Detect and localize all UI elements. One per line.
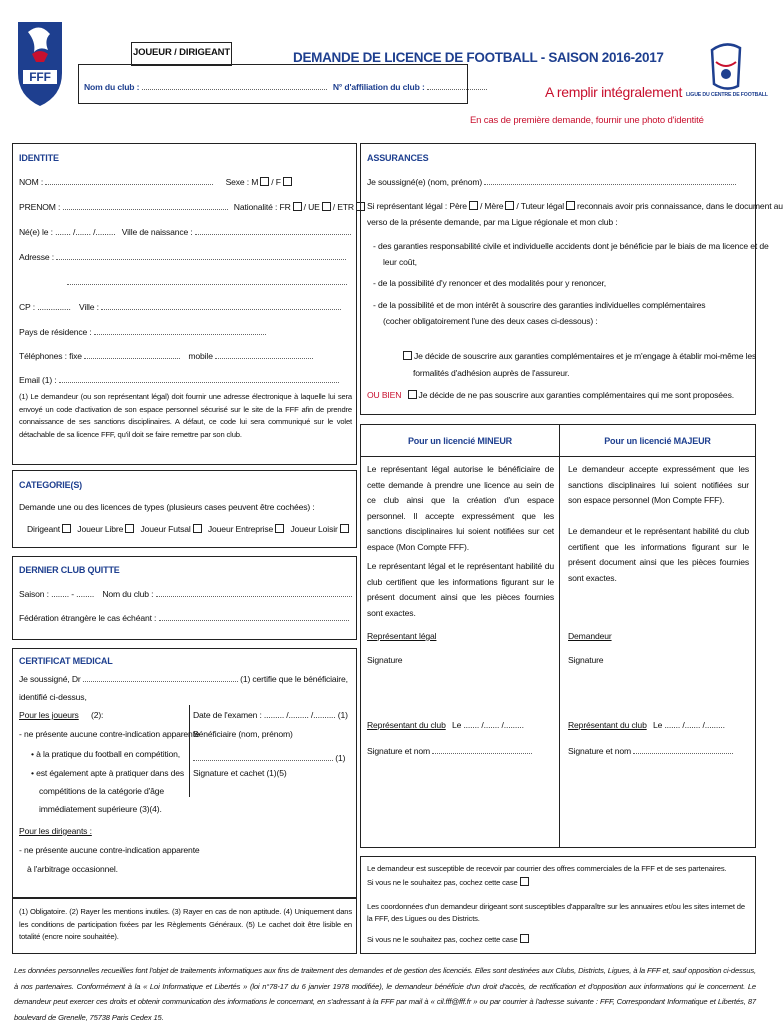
- last-club-section: [12, 556, 357, 640]
- guardian-checkbox[interactable]: [566, 201, 575, 210]
- no-contra-players: - ne présente aucune contre-indication apparente: [19, 729, 200, 739]
- applicant-label: Demandeur: [568, 631, 612, 641]
- lastname-field[interactable]: [45, 177, 213, 185]
- major-signature-label: Signature: [568, 655, 604, 665]
- address-field-2[interactable]: [67, 277, 347, 285]
- photo-note: En cas de première demande, fournir une photo d'identité: [470, 115, 704, 126]
- minor-signature-label: Signature: [367, 655, 403, 665]
- minor-title: Pour un licencié MINEUR: [407, 436, 513, 446]
- ligue-logo-text: LIGUE DU CENTRE DE FOOTBALL: [686, 92, 768, 98]
- or-label: OU BIEN: [367, 390, 402, 400]
- nat-ue-checkbox[interactable]: [322, 202, 331, 211]
- legal-rep-sign-label: Représentant légal: [367, 631, 437, 641]
- category-option-label: Dirigeant: [27, 524, 61, 534]
- sex-m-checkbox[interactable]: [260, 177, 269, 186]
- beneficiary-ref: (1): [335, 753, 346, 763]
- for-players-label: Pour les joueurs: [19, 710, 79, 720]
- directory-text: Les coordonnées d'un demandeur dirigeant sont susceptibles d'apparaître sur les annuaires et/ou les sites internet de la FFF, des Ligues ou des Districts.: [367, 902, 745, 923]
- exam-date-field[interactable]: Date de l'examen : ......... /......... /.......... (1): [193, 710, 348, 720]
- directory-optout-label: Si vous ne le souhaitez pas, cochez cette case: [367, 935, 518, 944]
- medical-footnote-box: [12, 898, 357, 954]
- sex-f-label: / F: [271, 177, 281, 187]
- father-checkbox[interactable]: [469, 201, 478, 210]
- phone-mobile-field[interactable]: [215, 351, 313, 359]
- minor-consent-text: Le représentant légal autorise le bénéficiaire de cette demande à prendre une licence au sein de ce club ainsi que la création d'un espace personnel. Il accepte expressément que les sanctions disciplinaires lui soient notifiées sur cet espace (Mon Compte FFF).: [367, 464, 554, 552]
- nationality-label: Nationalité : FR: [233, 202, 291, 212]
- affiliation-field[interactable]: [427, 82, 487, 90]
- insurance-signer-label: Je soussigné(e) (nom, prénom): [367, 177, 483, 187]
- last-club-name-field[interactable]: [156, 589, 352, 597]
- club-name-label: Nom du club :: [84, 82, 140, 92]
- email-note: (1) Le demandeur (ou son représentant légal) doit fournir une adresse électronique à laquelle lui sera envoyé un code d'activation de son espace personnel sécurisé sur le site de la FFF afin de prendre connaissance de ses sanctions disciplinaires. A défaut, ce code lui sera communiqué sur le volet détachable de sa licence FFF, qu'il doit se faire remettre par son club.: [19, 392, 352, 439]
- insurance-signer-field[interactable]: [484, 177, 736, 185]
- fff-logo-text: FFF: [29, 70, 51, 84]
- category-entreprise-checkbox[interactable]: [275, 524, 284, 533]
- doctor-label: Je soussigné, Dr: [19, 674, 81, 684]
- category-option-label: Joueur Entreprise: [207, 524, 274, 534]
- fill-completely-note: A remplir intégralement: [545, 84, 683, 100]
- club-name-field[interactable]: [142, 82, 327, 90]
- address-label: Adresse :: [19, 252, 54, 262]
- major-header-cell: [559, 424, 756, 457]
- firstname-label: PRENOM :: [19, 202, 61, 212]
- insurance-title: ASSURANCES: [367, 153, 429, 163]
- birthplace-field[interactable]: [195, 227, 351, 235]
- phone-label: Téléphones : fixe: [19, 351, 82, 361]
- acknowledge-text: reconnais avoir pris connaissance, dans le document au: [577, 201, 783, 211]
- subscribe-checkbox[interactable]: [403, 351, 412, 360]
- page-title: DEMANDE DE LICENCE DE FOOTBALL - SAISON 2016-2017: [293, 50, 664, 65]
- minor-certify-text: Le représentant légal et le représentant habilité du club certifient que les informations figurant sur le présent document ainsi que les pièces fournies sont exactes.: [367, 561, 554, 618]
- directory-optout-checkbox[interactable]: [520, 934, 529, 943]
- decline-option: Je décide de ne pas souscrire aux garanties complémentaires qui me sont proposées.: [418, 390, 734, 400]
- category-intro: Demande une ou des licences de types (plusieurs cases peuvent être cochées) :: [19, 502, 315, 512]
- category-libre-checkbox[interactable]: [125, 524, 134, 533]
- insurance-bullet: - des garanties responsabilité civile et individuelle accidents dont je bénéficie par le biais de ma licence et de: [373, 241, 769, 251]
- football-competition-text: • à la pratique du football en compétition,: [31, 749, 180, 759]
- major-certify-text: Le demandeur et le représentant habilité du club certifient que les informations figurant sur le présent document ainsi que les pièces fournies sont exactes.: [568, 526, 749, 583]
- affiliation-label: N° d'affiliation du club :: [332, 82, 425, 92]
- lastname-label: NOM :: [19, 177, 44, 187]
- offers-text: Le demandeur est susceptible de recevoir par courrier des offres commerciales de la FFF et de ses partenaires.: [367, 864, 727, 873]
- fff-logo: [14, 18, 66, 108]
- beneficiary-label: Bénéficiaire (nom, prénom): [193, 729, 293, 739]
- category-section: [12, 470, 357, 548]
- address-field[interactable]: [56, 252, 346, 260]
- country-label: Pays de résidence :: [19, 327, 92, 337]
- also-apt-text: • est également apte à pratiquer dans des: [31, 768, 185, 778]
- club-rep-date[interactable]: Le ....... /....... /.........: [451, 720, 524, 730]
- last-club-title: DERNIER CLUB QUITTE: [19, 565, 120, 575]
- signature-stamp-label: Signature et cachet (1)(5): [193, 768, 287, 778]
- club-rep-signature-field[interactable]: [633, 746, 733, 754]
- for-managers-label: Pour les dirigeants :: [19, 826, 92, 836]
- phone-fixed-field[interactable]: [84, 351, 180, 359]
- insurance-bullet: leur coût,: [383, 257, 417, 267]
- club-rep-date[interactable]: Le ....... /....... /.........: [652, 720, 725, 730]
- city-label: Ville :: [79, 302, 99, 312]
- sex-f-checkbox[interactable]: [283, 177, 292, 186]
- nat-fr-checkbox[interactable]: [293, 202, 302, 211]
- privacy-footer: Les données personnelles recueillies font l'objet de traitements informatiques aux fins de traitement des demandes et de gestion des licenciés. Elles sont destinées aux Clubs, Districts, Ligues, à la FFF et, sauf opposition ci-dessus, à nos partenaires. Conformément à la « Loi Informatique et Libertés » (loi n°78-17 du 6 janvier 1978 modifiée), le demandeur bénéficie d'un droit d'accès, de rectification et d'opposition aux informations qui le concernent. Le demandeur peut exercer ces droits et obtenir communication des informations le concernant, en s'adressant à la FFF par mail à « cil.fff@fff.fr » ou par courrier à l'adresse suivante : FFF, Correspondant Informatique et Libertés, 87 boulevard de Grenelle, 75738 Paris Cedex 15.: [14, 966, 756, 1022]
- no-contra-managers: - ne présente aucune contre-indication apparente: [19, 845, 200, 855]
- city-field[interactable]: [101, 302, 341, 310]
- mother-checkbox[interactable]: [505, 201, 514, 210]
- for-players-suffix: (2):: [91, 710, 104, 720]
- insurance-bullet: (cocher obligatoirement l'une des deux cases ci-dessous) :: [383, 316, 598, 326]
- identity-section: [12, 143, 357, 465]
- nat-etr-label: / ETR: [332, 202, 354, 212]
- foreign-federation-label: Fédération étrangère le cas échéant :: [19, 613, 157, 623]
- category-options: [19, 524, 350, 534]
- player-badge: [131, 42, 232, 66]
- certify-text: (1) certifie que le bénéficiaire,: [240, 674, 348, 684]
- email-label: Email (1) :: [19, 375, 57, 385]
- mother-label: / Mère: [479, 201, 504, 211]
- verso-text: verso de la présente demande, par ma Ligue régionale et mon club :: [367, 217, 618, 227]
- superior-category-text: immédiatement supérieure (3)(4).: [39, 804, 162, 814]
- mobile-label: mobile: [188, 351, 213, 361]
- category-option-label: Joueur Futsal: [140, 524, 191, 534]
- identified-text: identifié ci-dessus,: [19, 692, 87, 702]
- club-rep-signature-label: Signature et nom: [568, 746, 632, 756]
- medical-title: CERTIFICAT MEDICAL: [19, 656, 113, 666]
- sex-label: Sexe : M: [225, 177, 259, 187]
- medical-divider: [189, 705, 190, 797]
- identity-title: IDENTITE: [19, 153, 59, 163]
- age-category-text: compétitions de la catégorie d'âge: [39, 786, 165, 796]
- season-field[interactable]: Saison : ........ - ........: [19, 589, 95, 599]
- club-rep-signature-label: Signature et nom: [367, 746, 431, 756]
- postcode-field[interactable]: CP : ...............: [19, 302, 71, 312]
- offers-section: [360, 856, 756, 954]
- guardian-label: / Tuteur légal: [516, 201, 565, 211]
- category-dirigeant-checkbox[interactable]: [62, 524, 71, 533]
- country-field[interactable]: [94, 327, 266, 335]
- nat-ue-label: / UE: [303, 202, 320, 212]
- insurance-bullet: - de la possibilité et de mon intérêt à souscrire des garanties individuelles complémentaires: [373, 300, 706, 310]
- last-club-name-label: Nom du club :: [102, 589, 154, 599]
- foreign-federation-field[interactable]: [159, 613, 349, 621]
- club-rep-signature-field[interactable]: [432, 746, 532, 754]
- category-futsal-checkbox[interactable]: [193, 524, 202, 533]
- insurance-bullet: - de la possibilité d'y renoncer et des modalités pour y renoncer,: [373, 278, 606, 288]
- category-title: CATEGORIE(S): [19, 480, 83, 490]
- medical-footnote: (1) Obligatoire. (2) Rayer les mentions inutiles. (3) Rayer en cas de non aptitude. (4) Uniquement dans les conditions de participation fixées par les Règlements Généraux. (5) Le cachet doit être lisible en totalité (encre noire souhaitée).: [19, 907, 352, 941]
- category-option-label: Joueur Libre: [77, 524, 124, 534]
- subscribe-option: Je décide de souscrire aux garanties complémentaires et je m'engage à établir moi-même les: [414, 351, 757, 361]
- legal-rep-label: Si représentant légal : Père: [367, 201, 467, 211]
- badge-label: JOUEUR / DIRIGEANT: [132, 47, 231, 58]
- decline-checkbox[interactable]: [408, 390, 417, 399]
- major-cell: [559, 456, 756, 848]
- minor-cell: [360, 456, 560, 848]
- doctor-name-field[interactable]: [83, 674, 238, 682]
- major-title: Pour un licencié MAJEUR: [604, 436, 711, 446]
- category-option-label: Joueur Loisir: [290, 524, 338, 534]
- beneficiary-field[interactable]: [193, 753, 333, 761]
- major-consent-text: Le demandeur accepte expressément que les sanctions disciplinaires lui soient notifiées sur son espace personnel (Mon Compte FFF).: [568, 464, 749, 505]
- club-rep-label: Représentant du club: [568, 720, 647, 730]
- club-rep-label: Représentant du club: [367, 720, 446, 730]
- offers-optout-checkbox[interactable]: [520, 877, 529, 886]
- category-loisir-checkbox[interactable]: [340, 524, 349, 533]
- ligue-logo: [686, 40, 766, 106]
- refereeing-text: à l'arbitrage occasionnel.: [27, 864, 118, 874]
- firstname-field[interactable]: [63, 202, 228, 210]
- offers-optout-label: Si vous ne le souhaitez pas, cochez cette case: [367, 878, 518, 887]
- medical-certificate-section: [12, 648, 357, 898]
- email-field[interactable]: [59, 375, 339, 383]
- minor-header-cell: [360, 424, 560, 457]
- birthplace-label: Ville de naissance :: [121, 227, 193, 237]
- insurance-section: [360, 143, 783, 415]
- subscribe-option-cont: formalités d'adhésion auprès de l'assureur.: [413, 368, 570, 378]
- birthdate-field[interactable]: Né(e) le : ....... /....... /.........: [19, 227, 116, 237]
